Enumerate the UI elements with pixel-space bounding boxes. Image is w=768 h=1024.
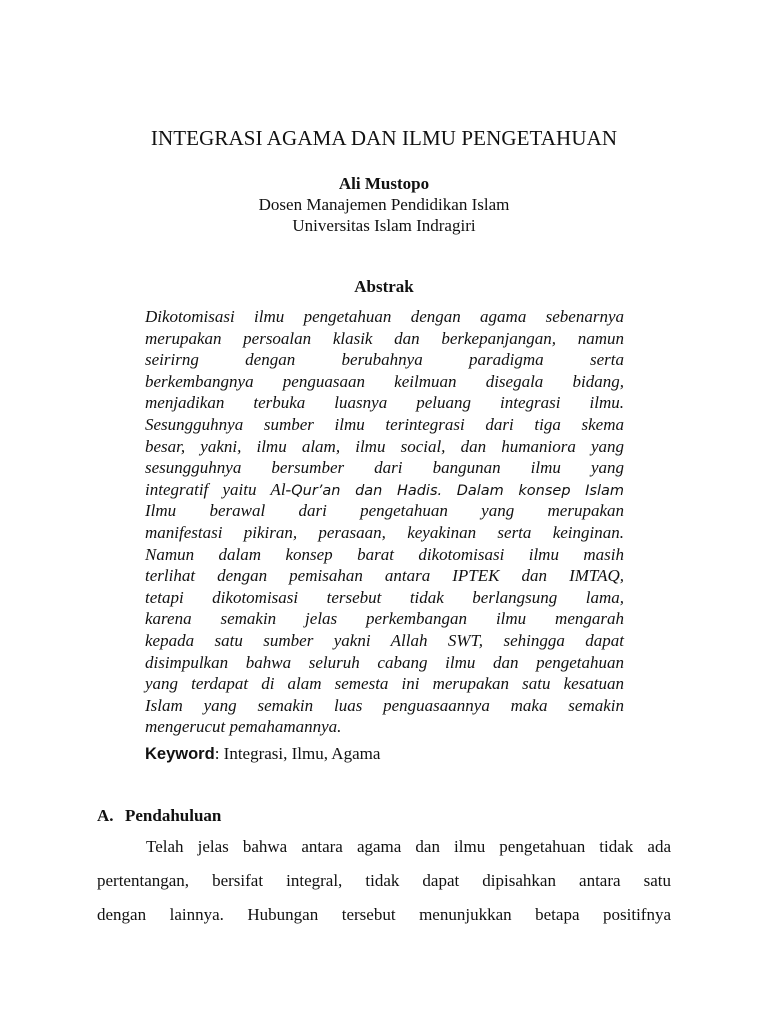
- section-title: Pendahuluan: [125, 806, 222, 825]
- body-line: Telah jelas bahwa antara agama dan ilmu pengetahuan tidak ada: [146, 837, 671, 856]
- abstract-heading: Abstrak: [354, 277, 414, 296]
- abstract-line: Namun dalam konsep barat dikotomisasi ilmu masih: [145, 544, 624, 564]
- keywords: [145, 744, 380, 764]
- abstract-line: terlihat dengan pemisahan antara IPTEK dan IMTAQ,: [145, 566, 624, 586]
- author-institution: Universitas Islam Indragiri: [292, 216, 476, 235]
- section-heading: [97, 806, 221, 826]
- body-line: dengan lainnya. Hubungan tersebut menunjukkan betapa positifnya: [97, 905, 671, 924]
- abstract-line: berkembangnya penguasaan keilmuan disegala bidang,: [145, 371, 624, 391]
- abstract-line-start: integratif yaitu Al-: [145, 479, 292, 499]
- section-body: [97, 836, 671, 938]
- body-line: pertentangan, bersifat integral, tidak dapat dipisahkan antara satu: [97, 871, 671, 890]
- keywords-text: : Integrasi, Ilmu, Agama: [214, 744, 381, 763]
- abstract-line: [145, 479, 624, 501]
- abstract-line: sesungguhnya bersumber dari bangunan ilmu yang: [145, 458, 624, 478]
- abstract-line: Dikotomisasi ilmu pengetahuan dengan agama sebenarnya: [145, 307, 624, 326]
- abstract-line: Islam yang semakin luas penguasaannya maka semakin: [145, 695, 624, 715]
- author-position: Dosen Manajemen Pendidikan Islam: [258, 195, 510, 214]
- abstract-line: mengerucut pemahamannya.: [145, 717, 342, 737]
- section-number: A.: [97, 806, 114, 825]
- abstract-line: besar, yakni, ilmu alam, ilmu social, dan humaniora yang: [145, 436, 624, 456]
- abstract-line: karena semakin jelas perkembangan ilmu mengarah: [145, 609, 624, 629]
- abstract-line: disimpulkan bahwa seluruh cabang ilmu dan pengetahuan: [145, 652, 624, 672]
- abstract-line: Sesungguhnya sumber ilmu terintegrasi dari tiga skema: [145, 414, 624, 434]
- keywords-label: Keyword: [145, 745, 215, 763]
- abstract-line: seirirng dengan berubahnya paradigma serta: [145, 350, 624, 370]
- abstract-body: [145, 306, 624, 738]
- abstract-line: merupakan persoalan klasik dan berkepanjangan, namun: [145, 328, 624, 348]
- abstract-line: tetapi dikotomisasi tersebut tidak berlangsung lama,: [145, 587, 624, 607]
- paper-title: INTEGRASI AGAMA DAN ILMU PENGETAHUAN: [150, 126, 618, 150]
- abstract-line: kepada satu sumber yakni Allah SWT, sehingga dapat: [145, 630, 624, 650]
- abstract-line: yang terdapat di alam semesta ini merupakan satu kesatuan: [145, 674, 624, 694]
- abstract-line: manifestasi pikiran, perasaan, keyakinan serta keinginan.: [145, 522, 624, 542]
- abstract-line: menjadikan terbuka luasnya peluang integrasi ilmu.: [145, 393, 624, 413]
- abstract-line: Ilmu berawal dari pengetahuan yang merupakan: [145, 501, 624, 521]
- author-name: Ali Mustopo: [338, 174, 430, 193]
- abstract-transliterated-text: Qur’an dan Hadis. Dalam konsep Islam: [291, 482, 625, 499]
